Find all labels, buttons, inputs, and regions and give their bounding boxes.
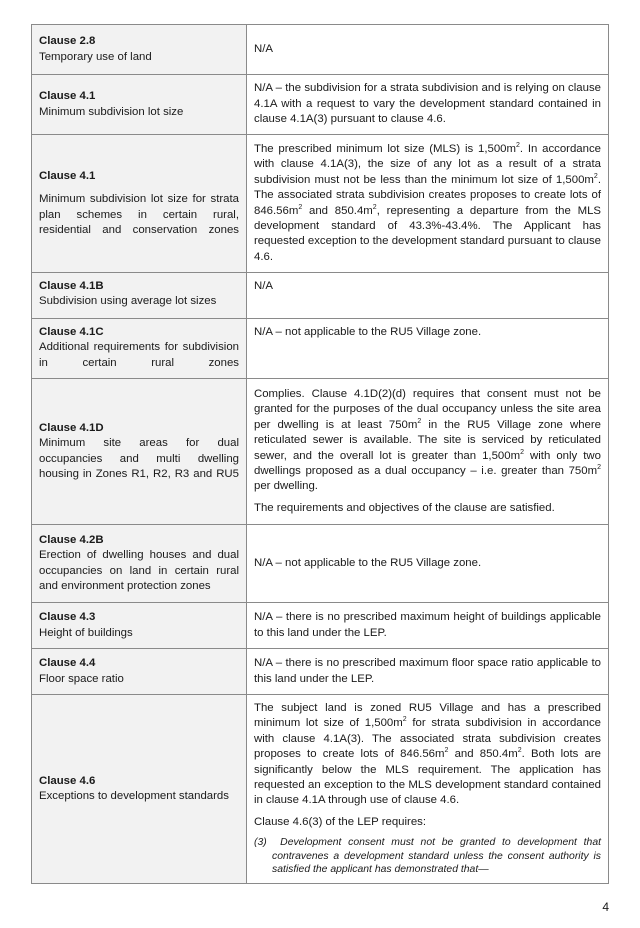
- clause-name: Minimum site areas for dual occupancies and multi dwelling housing in Zones R1, R2, R3 and RU5: [39, 437, 239, 480]
- table-row: [32, 379, 609, 525]
- comment-cell: [247, 649, 609, 695]
- comment-text: N/A – there is no prescribed maximum floor space ratio applicable to this land under the LEP.: [254, 657, 601, 685]
- planning-compliance-table: [31, 24, 609, 884]
- clause-cell: [32, 319, 247, 379]
- comment-text: Clause 4.6(3) of the LEP requires:: [254, 815, 427, 828]
- comment-text: N/A – not applicable to the RU5 Village zone.: [254, 556, 482, 569]
- clause-name: Subdivision using average lot sizes: [39, 295, 217, 308]
- clause-number: Clause 4.1B: [39, 280, 104, 292]
- clause-cell: [32, 135, 247, 273]
- clause-cell: [32, 75, 247, 135]
- comment-text: The prescribed minimum lot size (MLS) is $1,500m^2$. In accordance with clause 4.1A(3), the size of any lot as a result of a strata subdivision must not be less than the minimum lot size of $1,500m^2$. The associated strata subdivision creates proposes to create lots of $846.56m^2$ and $850.4m^2$, representing a departure from the MLS development standard of 43.3%-43.4%. The Applicant has requested exception to the development standard pursuant to clause 4.6.: [254, 142, 602, 263]
- clause-number: Clause 2.8: [39, 35, 96, 48]
- clause-name: Erection of dwelling houses and dual occupancies on land in certain rural and environment protection zones: [39, 549, 239, 592]
- comment-text: N/A: [254, 280, 273, 292]
- quoted-clause: (3) Development consent must not be granted to development that contravenes a development standard unless the consent authority is satisfied the applicant has demonstrated that—: [254, 837, 601, 876]
- clause-cell: [32, 273, 247, 319]
- comment-text: N/A – the subdivision for a strata subdivision and is relying on clause 4.1A with a request to vary the development standard contained in clause 4.1A(3) pursuant to clause 4.6.: [254, 82, 601, 126]
- table-row: [32, 603, 609, 649]
- comment-text: Complies. Clause 4.1D(2)(d) requires that consent must not be granted for the purposes of the dual occupancy unless the site area per dwelling is at least $750m^2$ in the RU5 Village zone where reticulated sewer is available. The site is serviced by reticulated sewer, and the overall lot is greater than $1,500m^2$ with only two dwellings proposed as a dual occupancy – i.e. greater than $750m^2$ per dwelling.: [254, 387, 602, 493]
- comment-cell: [247, 25, 609, 75]
- comment-cell: [247, 695, 609, 884]
- clause-cell: [32, 649, 247, 695]
- clause-name: Temporary use of land: [39, 50, 152, 63]
- clause-name: Floor space ratio: [39, 672, 124, 685]
- table-row: [32, 695, 609, 884]
- clause-cell: [32, 525, 247, 603]
- clause-name: Additional requirements for subdivision in certain rural zones: [39, 341, 239, 369]
- comment-text: The requirements and objectives of the clause are satisfied.: [254, 501, 555, 514]
- comment-cell: [247, 273, 609, 319]
- comment-text: N/A – there is no prescribed maximum height of buildings applicable to this land under the LEP.: [254, 611, 601, 639]
- clause-number: Clause 4.1: [39, 169, 96, 182]
- clause-cell: [32, 379, 247, 525]
- clause-name: Exceptions to development standards: [39, 790, 229, 803]
- clause-name: Height of buildings: [39, 626, 133, 639]
- table-row: [32, 273, 609, 319]
- comment-text: N/A: [254, 42, 273, 55]
- clause-cell: [32, 695, 247, 884]
- clause-number: Clause 4.1: [39, 90, 96, 103]
- clause-number: Clause 4.3: [39, 611, 96, 624]
- clause-number: Clause 4.1D: [39, 421, 104, 434]
- comment-cell: [247, 603, 609, 649]
- clause-number: Clause 4.2B: [39, 533, 104, 546]
- table-row: [32, 649, 609, 695]
- clause-name: Minimum subdivision lot size: [39, 105, 184, 118]
- table-row: [32, 525, 609, 603]
- comment-cell: [247, 379, 609, 525]
- clause-number: Clause 4.4: [39, 657, 96, 670]
- clause-cell: [32, 25, 247, 75]
- table-row: [32, 135, 609, 273]
- page-number: 4: [602, 900, 609, 914]
- clause-number: Clause 4.6: [39, 774, 96, 787]
- clause-number: Clause 4.1C: [39, 326, 104, 338]
- table-row: [32, 25, 609, 75]
- comment-cell: [247, 319, 609, 379]
- clause-name: Minimum subdivision lot size for strata plan schemes in certain rural, residential and conservation zones: [39, 193, 239, 236]
- comment-cell: [247, 135, 609, 273]
- comment-text: N/A – not applicable to the RU5 Village zone.: [254, 326, 482, 338]
- comment-text: The subject land is zoned RU5 Village and has a prescribed minimum lot size of $1,500m^2$ for strata subdivision in accordance with clause 4.1A(3). The associated strata subdivision creates proposes to create lots of $846.56m^2$ and $850.4m^2$. Both lots are significantly below the MLS requirement. The application has requested an exception to the MLS development standard contained in clause 4.1A through use of clause 4.6.: [254, 702, 602, 807]
- comment-cell: [247, 525, 609, 603]
- table-row: [32, 75, 609, 135]
- comment-cell: [247, 75, 609, 135]
- clause-cell: [32, 603, 247, 649]
- table-row: [32, 319, 609, 379]
